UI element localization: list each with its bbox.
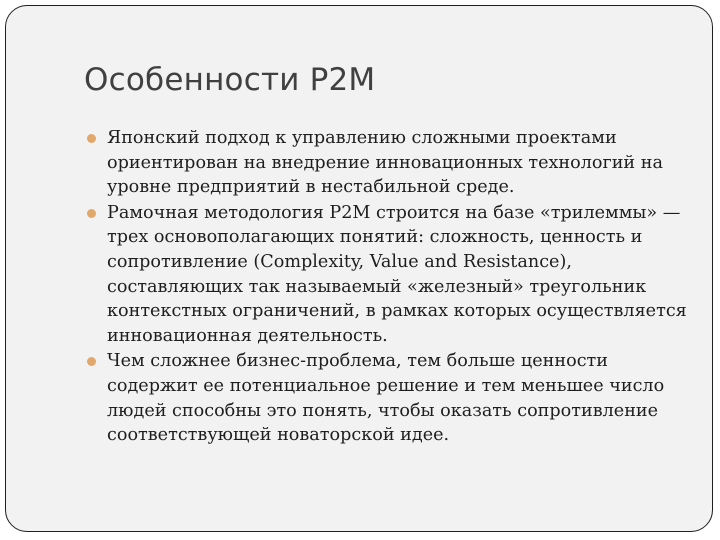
slide-title: Особенности P2M [84,62,376,98]
bullet-item [86,201,696,349]
bullet-list [86,126,696,449]
round-bullet-icon [87,134,96,143]
bullet-item [86,349,696,447]
round-bullet-icon [87,357,96,366]
slide-frame [5,5,713,532]
bullet-text: Чем сложнее бизнес-проблема, тем больше ценности содержит ее потенциальное решение и тем меньшее число людей способны это понять, чтобы оказать сопротивление соответствующей новаторской идее. [107,351,665,446]
bullet-text: Японский подход к управлению сложными проектами ориентирован на внедрение инновационных технологий на уровне предприятий в нестабильной среде. [107,128,663,198]
bullet-text: Рамочная методология P2M строится на базе «трилеммы» — трех основополагающих понятий: сложность, ценность и сопротивление (Complexity, Value and Resistance), составляющих так называемый «железный» треугольник контекстных ограничений, в рамках которых осуществляется инновационная деятельность. [107,202,687,346]
round-bullet-icon [87,209,96,218]
bullet-item [86,126,696,200]
